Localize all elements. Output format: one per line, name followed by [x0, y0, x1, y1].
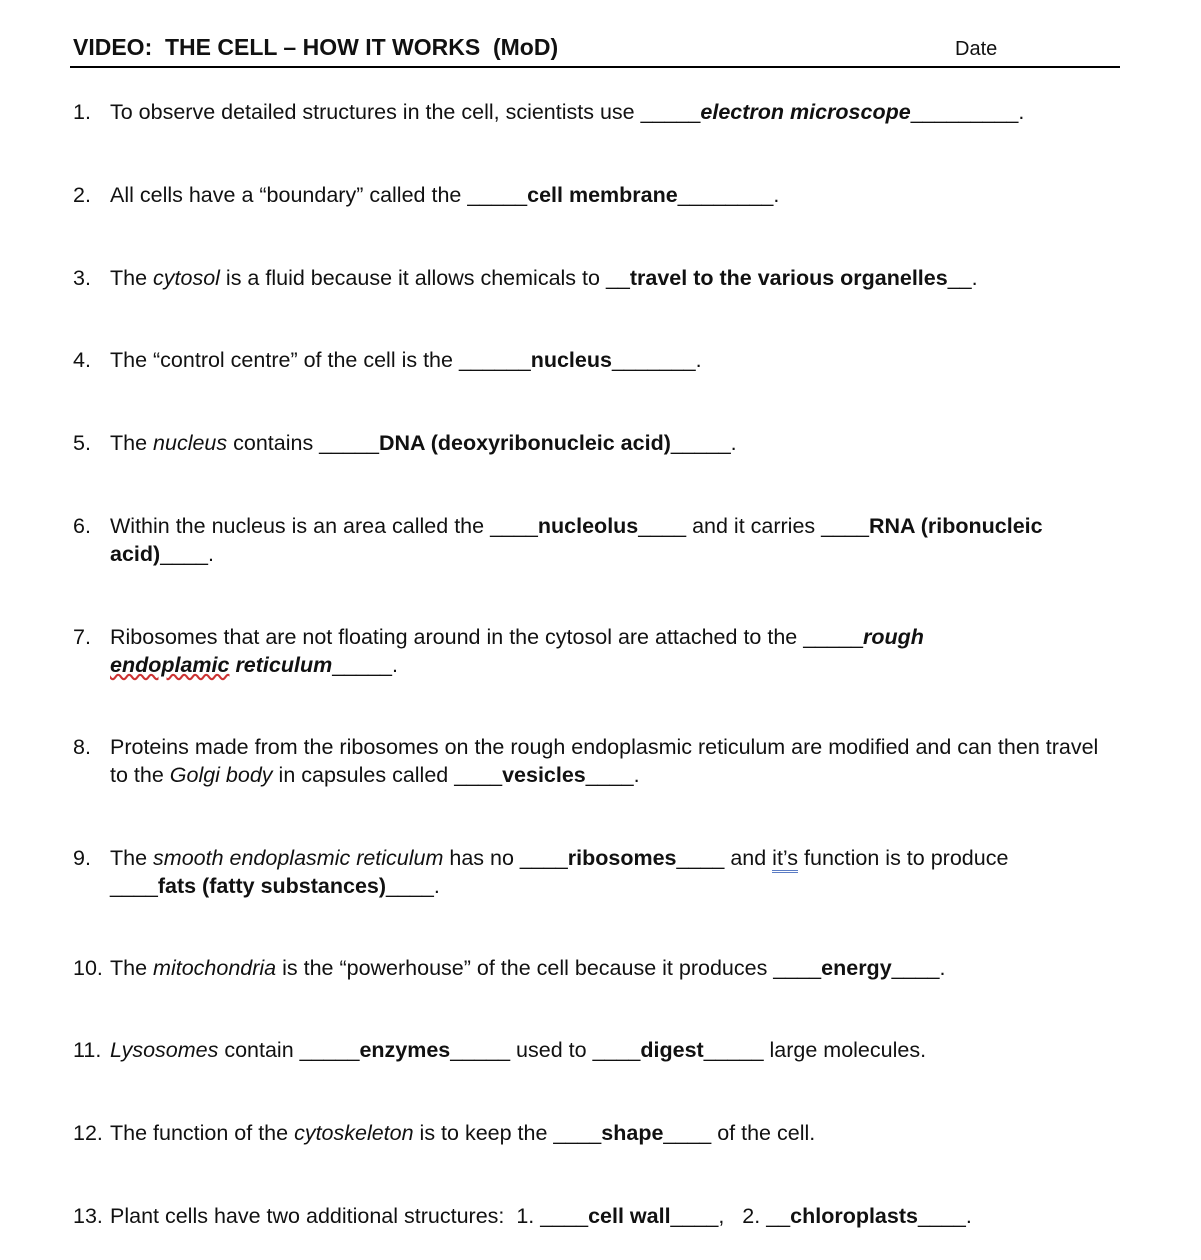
question-number: 2.: [73, 183, 91, 207]
question-text: contains: [227, 431, 320, 455]
question-text: The: [110, 846, 154, 870]
grammar-flag: it’s: [772, 846, 798, 873]
question-10: [73, 955, 1118, 983]
blank: ________: [677, 183, 774, 207]
question-6: [73, 513, 1118, 568]
blank: _____: [803, 625, 864, 649]
blank: _____: [332, 652, 393, 677]
question-number: 7.: [73, 625, 91, 649]
question-number: 12.: [73, 1121, 103, 1145]
term: smooth endoplasmic reticulum: [153, 846, 444, 870]
question-8: [73, 734, 1118, 789]
blank: ____: [386, 873, 434, 898]
blank: _____: [450, 1038, 511, 1062]
question-text: function is to produce: [798, 846, 1009, 870]
blank: ____: [891, 956, 940, 980]
blank: __: [947, 266, 972, 290]
question-text: is a fluid because it allows chemicals to: [219, 266, 606, 290]
blank: ____: [676, 846, 725, 870]
question-text: contain: [218, 1038, 300, 1062]
term: nucleus: [153, 431, 228, 455]
blank: _________: [910, 100, 1019, 124]
question-number: 6.: [73, 514, 91, 538]
question-text: Proteins made from the ribosomes on the rough endoplasmic reticulum are modified and can then travel to the: [110, 735, 1099, 787]
blank: ____: [553, 1121, 602, 1145]
question-number: 10.: [73, 956, 103, 980]
question-number: 1.: [73, 100, 91, 124]
question-number: 4.: [73, 348, 91, 372]
answer: electron microscope: [700, 100, 911, 124]
question-number: 13.: [73, 1204, 103, 1228]
blank: ____: [773, 956, 822, 980]
question-number: 3.: [73, 266, 91, 290]
blank: _____: [467, 183, 528, 207]
term: Lysosomes: [110, 1038, 219, 1062]
blank: _____: [299, 1038, 360, 1062]
answer: nucleus: [530, 348, 612, 372]
blank: ______: [458, 348, 531, 372]
blank: __: [766, 1204, 791, 1228]
blank: ____: [585, 762, 634, 787]
question-7: [73, 624, 1118, 679]
question-text: .: [939, 956, 946, 980]
question-text: .: [730, 431, 737, 455]
question-text: The: [110, 956, 154, 980]
question-text: is the “powerhouse” of the cell because it produces: [276, 956, 774, 980]
blank: ____: [592, 1038, 641, 1062]
answer: digest: [640, 1038, 704, 1062]
question-text: used to: [510, 1038, 593, 1062]
answer: DNA (deoxyribonucleic acid): [378, 431, 671, 455]
answer: reticulum: [229, 652, 333, 677]
date-label: Date: [955, 38, 998, 60]
answer: cell membrane: [527, 183, 678, 207]
blank: ____: [160, 541, 209, 566]
question-3: [73, 265, 1118, 293]
blank: _____: [703, 1038, 764, 1062]
question-11: [73, 1037, 1118, 1065]
question-text: The: [110, 431, 154, 455]
blank: _____: [670, 431, 731, 455]
answer: ribosomes: [567, 846, 677, 870]
blank: _____: [319, 431, 379, 455]
question-number: 11.: [73, 1038, 102, 1062]
blank: ____: [454, 762, 503, 787]
answer: chloroplasts: [790, 1204, 918, 1228]
answer: vesicles: [502, 762, 586, 787]
answer: cell wall: [588, 1204, 671, 1228]
answer: energy: [821, 956, 892, 980]
question-text: is to keep the: [413, 1121, 554, 1145]
answer: travel to the various organelles: [629, 266, 948, 290]
blank: ____: [540, 1204, 589, 1228]
blank: _______: [611, 348, 696, 372]
question-12: [73, 1120, 1118, 1148]
question-9: [73, 845, 1118, 900]
question-text: , 2.: [718, 1204, 767, 1228]
worksheet-header: [70, 34, 1120, 68]
question-text: has no: [443, 846, 520, 870]
blank: ____: [821, 514, 869, 538]
question-number: 5.: [73, 431, 91, 455]
question-text: .: [695, 348, 702, 372]
question-text: of the cell.: [711, 1121, 816, 1145]
question-text: .: [971, 266, 978, 290]
term: cytosol: [153, 266, 220, 290]
question-2: [73, 182, 1118, 210]
term: mitochondria: [153, 956, 277, 980]
question-text: .: [965, 1204, 972, 1228]
blank: __: [605, 266, 630, 290]
question-1: [73, 99, 1118, 127]
question-text: Ribosomes that are not floating around in the cytosol are attached to the: [110, 625, 804, 649]
blank: ____: [917, 1204, 966, 1228]
blank: ____: [490, 514, 538, 538]
question-text: in capsules called: [272, 762, 455, 787]
question-text: All cells have a “boundary” called the: [110, 183, 468, 207]
question-text: The function of the: [110, 1121, 295, 1145]
question-text: Within the nucleus is an area called the: [110, 514, 491, 538]
blank: ____: [638, 514, 687, 538]
worksheet-title: VIDEO: THE CELL – HOW IT WORKS (MoD): [73, 34, 559, 60]
answer: enzymes: [359, 1038, 451, 1062]
question-number: 9.: [73, 846, 91, 870]
term: Golgi body: [169, 762, 273, 787]
question-text: .: [208, 541, 215, 566]
question-text: The “control centre” of the cell is the: [110, 348, 459, 372]
question-5: [73, 430, 1118, 458]
answer: nucleolus: [537, 514, 639, 538]
blank: ____: [519, 846, 568, 870]
question-4: [73, 347, 1118, 375]
blank: ____: [670, 1204, 719, 1228]
blank: _____: [640, 100, 701, 124]
blank: ____: [110, 873, 158, 898]
term: cytoskeleton: [294, 1121, 414, 1145]
question-text: large molecules.: [763, 1038, 927, 1062]
question-text: Plant cells have two additional structures: 1.: [110, 1204, 541, 1228]
question-text: .: [1018, 100, 1025, 124]
question-text: To observe detailed structures in the cell, scientists use: [110, 100, 641, 124]
question-13: [73, 1203, 1118, 1231]
question-text: .: [433, 873, 440, 898]
question-text: .: [633, 762, 640, 787]
question-number: 8.: [73, 735, 91, 759]
question-text: and: [724, 846, 773, 870]
answer-misspelled: endoplamic: [110, 652, 230, 677]
answer: rough: [863, 625, 924, 649]
question-text: .: [773, 183, 780, 207]
answer: fats (fatty substances): [157, 873, 387, 898]
answer: RNA (ribonucleic acid): [110, 514, 1043, 566]
answer: shape: [601, 1121, 664, 1145]
question-text: and it carries: [686, 514, 822, 538]
question-text: .: [392, 652, 398, 677]
blank: ____: [663, 1121, 712, 1145]
question-text: The: [110, 266, 154, 290]
